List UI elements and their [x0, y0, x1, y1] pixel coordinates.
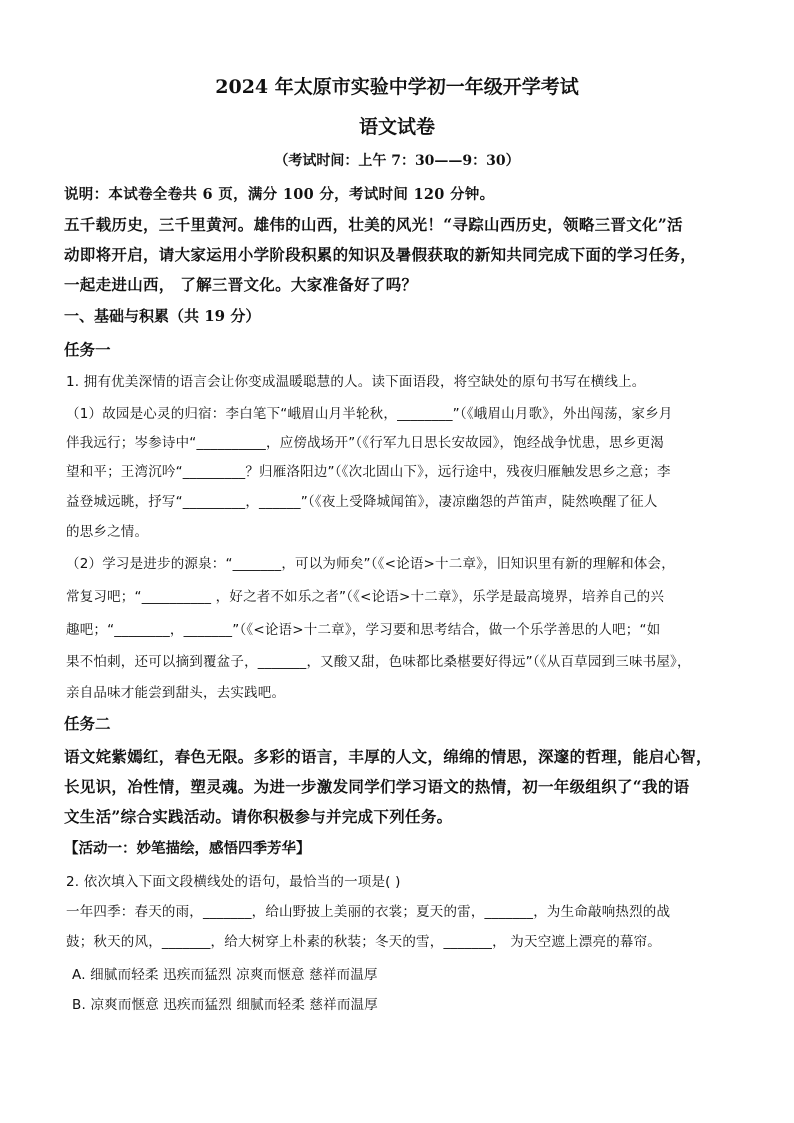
exam-subtitle: 语文试卷	[358, 116, 435, 138]
exam-time: （考试时间：上午 7：30——9：30）	[274, 153, 520, 169]
question-text: 亲自品味才能尝到甜头，去实践吧。	[66, 685, 286, 701]
question-text: 常复习吧；“__________ ，好之者不如乐之者”（《<论语>十二章》，乐学是最高境界，培养自己的兴	[66, 589, 665, 605]
task-intro-line: 长见识，冶性情，塑灵魂。为进一步激发同学们学习语文的热情，初一年级组织了“我的语	[64, 777, 690, 796]
intro-line: 一起走进山西， 了解三晋文化。大家准备好了吗？	[64, 275, 418, 294]
question-text: 望和平；王湾沉吟“_________？归雁洛阳边”（《次北固山下》，远行途中，残夜归雁触发思乡之意；李	[66, 464, 671, 480]
task-heading: 任务一	[64, 340, 111, 359]
answer-option-b: B. 凉爽而惬意 迅疾而猛烈 细腻而轻柔 慈祥而温厚	[72, 997, 378, 1013]
question-text: 益登城远眺，抒写“_________，______”（《夜上受降城闻笛》，凄凉幽怨的芦笛声，陡然唤醒了征人	[66, 494, 658, 510]
question-text: 鼓；秋天的风，_______，给大树穿上朴素的秋装；冬天的雪，_______， 为天空遮上漂亮的幕帘。	[66, 934, 661, 950]
question-text: 伴我远行；岑参诗中“__________，应傍战场开”（《行军九日思长安故园》，饱经战争忧患，思乡更渴	[66, 435, 664, 451]
exam-title: 2024 年太原市实验中学初一年级开学考试	[215, 76, 579, 98]
question-text: 1. 拥有优美深情的语言会让你变成温暖聪慧的人。读下面语段，将空缺处的原句书写在横线上。	[66, 374, 646, 390]
answer-option-a: A. 细腻而轻柔 迅疾而猛烈 凉爽而惬意 慈祥而温厚	[72, 967, 378, 983]
task-intro-line: 语文姹紫嫣红，春色无限。多彩的语言，丰厚的人文，绵绵的情思，深邃的哲理，能启心智，	[64, 747, 712, 766]
intro-line: 五千载历史，三千里黄河。雄伟的山西，壮美的风光！“寻踪山西历史，领略三晋文化”活	[64, 215, 683, 234]
question-text: （2）学习是进步的源泉：“_______，可以为师矣”（《<论语>十二章》，旧知识里有新的理解和体会，	[66, 556, 675, 572]
exam-note: 说明：本试卷全卷共 6 页，满分 100 分，考试时间 120 分钟。	[64, 186, 495, 203]
question-text: （1）故园是心灵的归宿：李白笔下“峨眉山月半轮秋，________”（《峨眉山月歌》，外出闯荡，家乡月	[66, 406, 673, 422]
intro-line: 动即将开启，请大家运用小学阶段积累的知识及暑假获取的新知共同完成下面的学习任务，	[64, 245, 697, 264]
question-text: 2. 依次填入下面文段横线处的语句，最恰当的一项是( )	[66, 874, 401, 890]
task-intro-line: 文生活”综合实践活动。请你积极参与并完成下列任务。	[64, 807, 453, 826]
question-text: 一年四季：春天的雨，_______，给山野披上美丽的衣裳；夏天的雷，_______，为生命敲响热烈的战	[66, 904, 671, 920]
task-heading: 任务二	[64, 714, 111, 733]
question-text: 趣吧；“________，_______”（《<论语>十二章》，学习要和思考结合，做一个乐学善思的人吧；“如	[66, 622, 661, 638]
question-text: 果不怕刺，还可以摘到覆盆子，_______，又酸又甜，色味都比桑椹要好得远”（《从百草园到三味书屋》，	[66, 654, 691, 670]
question-text: 的思乡之情。	[66, 524, 149, 540]
activity-heading: 【活动一：妙笔描绘，感悟四季芳华】	[64, 840, 311, 857]
section-heading: 一、基础与积累（共 19 分）	[64, 307, 261, 325]
